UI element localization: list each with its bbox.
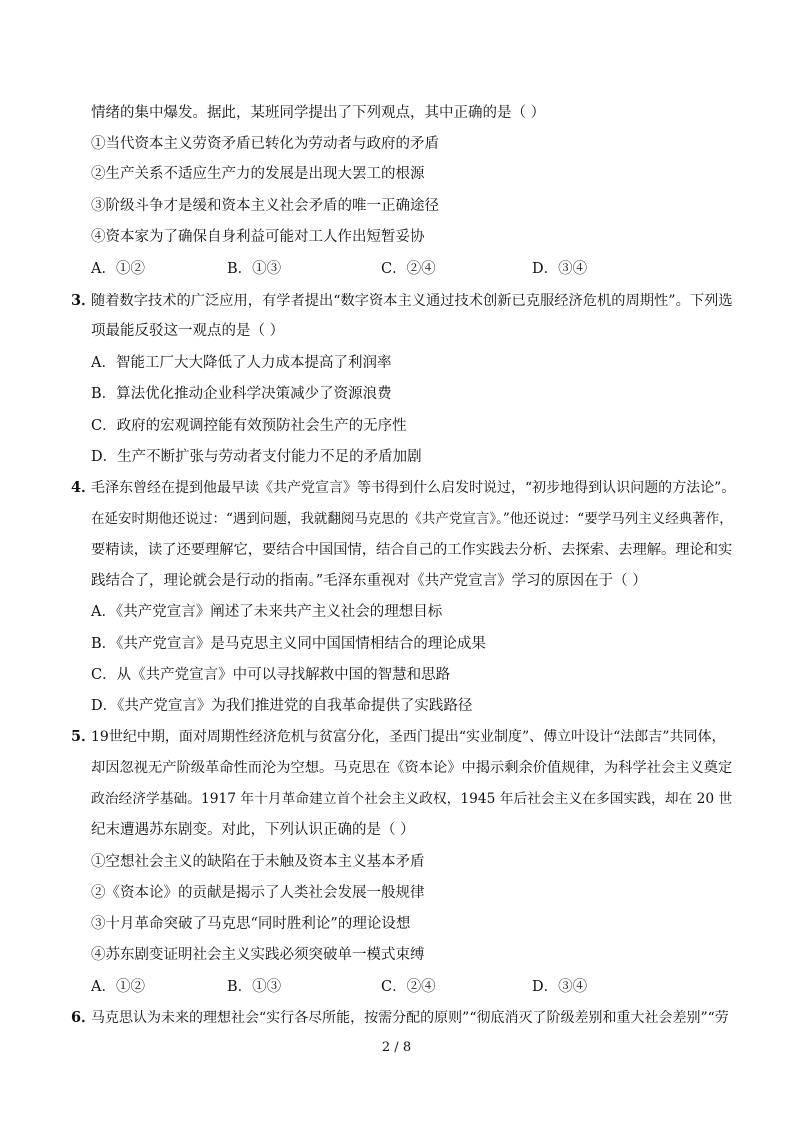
q5-option-d: D．③④ — [532, 979, 588, 995]
q5-stem-line-3: 政治经济学基础。1917 年十月革命建立首个社会主义政权，1945 年后社会主义在多国实践，却在 20 世 — [91, 791, 733, 807]
q4-stem-line-1: 毛泽东曾经在提到他最早读《共产党宣言》等书得到什么启发时说过，“初步地得到认识问题的方法论”。 — [91, 480, 736, 496]
q3-option-c: C．政府的宏观调控能有效预防社会生产的无序性 — [91, 418, 407, 434]
q3-option-a: A．智能工厂大大降低了人力成本提高了利润率 — [91, 355, 392, 371]
q3-stem-line-1: 随着数字技术的广泛应用，有学者提出“数字资本主义通过技术创新已克服经济危机的周期性”。下列选 — [91, 293, 733, 309]
q2-option-c: C．②④ — [381, 261, 436, 277]
q5-stem-line-1: 19世纪中期，面对周期性经济危机与贫富分化，圣西门提出“实业制度”、傅立叶设计“法郎吉”共同体， — [91, 729, 726, 745]
q5-item-2: ②《资本论》的贡献是揭示了人类社会发展一般规律 — [91, 885, 425, 901]
q3-stem-line-2: 项最能反驳这一观点的是（ ） — [91, 323, 285, 339]
q2-item-1: ①当代资本主义劳资矛盾已转化为劳动者与政府的矛盾 — [91, 136, 439, 152]
q4-option-c: C．从《共产党宣言》中可以寻找解救中国的智慧和思路 — [91, 667, 451, 683]
q2-option-b: B．①③ — [227, 261, 282, 277]
q4-stem-line-4: 践结合了，理论就会是行动的指南。”毛泽东重视对《共产党宣言》学习的原因在于（ ） — [91, 573, 647, 589]
q2-continuation: 情绪的集中爆发。据此，某班同学提出了下列观点，其中正确的是（ ） — [91, 105, 546, 121]
q5-stem-line-2: 却因忽视无产阶级革命性而沦为空想。马克思在《资本论》中揭示剩余价值规律，为科学社会主义奠定 — [91, 760, 733, 776]
q4-option-b: B．《共产党宣言》是马克思主义同中国国情相结合的理论成果 — [91, 636, 486, 652]
q2-option-d: D．③④ — [532, 261, 588, 277]
q5-number: 5． — [71, 728, 96, 745]
q3-option-b: B．算法优化推动企业科学决策减少了资源浪费 — [91, 386, 392, 402]
q2-item-4: ④资本家为了确保自身利益可能对工人作出短暂妥协 — [91, 229, 425, 245]
q6-number: 6． — [71, 1009, 96, 1026]
q4-option-a: A．《共产党宣言》阐述了未来共产主义社会的理想目标 — [91, 604, 443, 620]
q5-option-a: A．①② — [91, 979, 145, 995]
q5-stem-line-4: 纪末遭遇苏东剧变。对此，下列认识正确的是（ ） — [91, 822, 415, 838]
q4-option-d: D．《共产党宣言》为我们推进党的自我革命提供了实践路径 — [91, 698, 473, 714]
q6-stem-line-1: 马克思认为未来的理想社会“实行各尽所能，按需分配的原则”“彻底消灭了阶级差别和重大社会差别”“劳 — [91, 1010, 729, 1026]
q5-item-3: ③十月革命突破了马克思“同时胜利论”的理论设想 — [91, 916, 411, 932]
q3-number: 3． — [71, 292, 96, 309]
q4-stem-line-3: 要精读，读了还要理解它，要结合中国国情，结合自己的工作实践去分析、去探索、去理解。理论和实 — [91, 542, 733, 558]
q2-option-a: A．①② — [91, 261, 145, 277]
q5-item-4: ④苏东剧变证明社会主义实践必须突破单一模式束缚 — [91, 947, 425, 963]
q2-item-3: ③阶级斗争才是缓和资本主义社会矛盾的唯一正确途径 — [91, 198, 439, 214]
q5-option-c: C．②④ — [381, 979, 436, 995]
q2-item-2: ②生产关系不适应生产力的发展是出现大罢工的根源 — [91, 166, 425, 182]
q3-option-d: D．生产不断扩张与劳动者支付能力不足的矛盾加剧 — [91, 449, 422, 465]
page-number: 2 / 8 — [381, 1040, 412, 1055]
q4-number: 4． — [71, 479, 96, 496]
q5-option-b: B．①③ — [227, 979, 282, 995]
q5-item-1: ①空想社会主义的缺陷在于未触及资本主义基本矛盾 — [91, 854, 425, 870]
q4-stem-line-2: 在延安时期他还说过：“遇到问题，我就翻阅马克思的《共产党宣言》。”他还说过：“要学马列主义经典著作， — [91, 511, 733, 527]
